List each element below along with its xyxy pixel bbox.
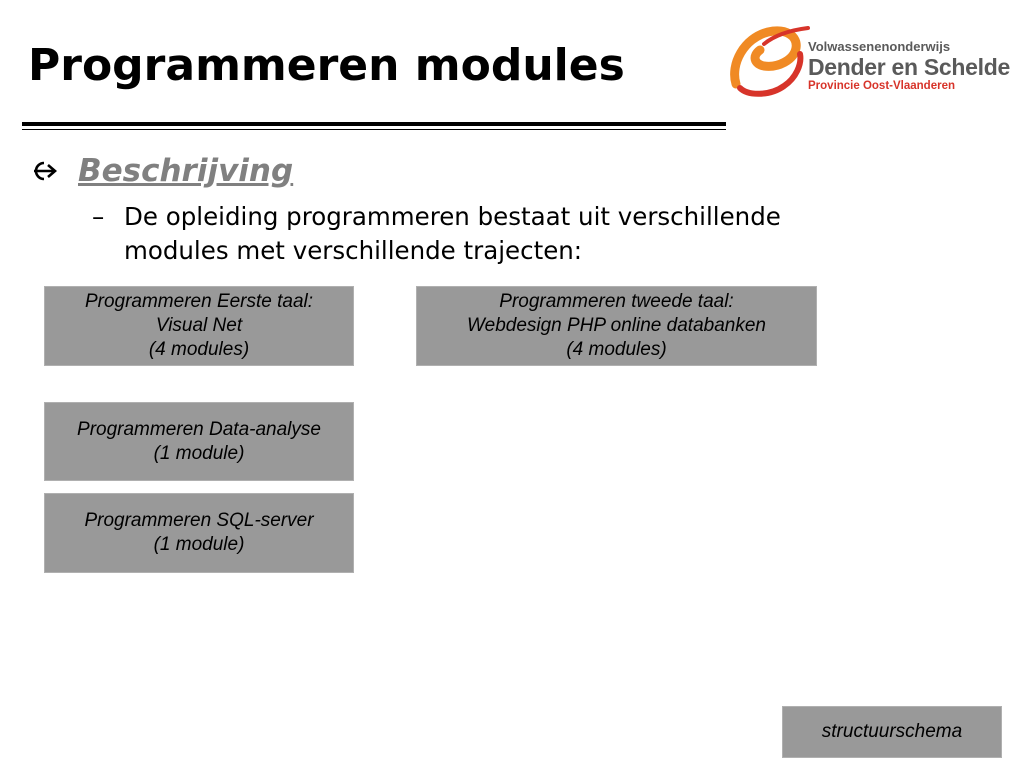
- module-box-line: (4 modules): [566, 339, 667, 360]
- module-box-line: Programmeren SQL-server: [84, 510, 314, 531]
- swoosh-emblem-icon: [726, 24, 810, 100]
- logo-line-2: Dender en Schelde: [808, 54, 1010, 80]
- module-box-line: Programmeren tweede taal:: [499, 291, 734, 312]
- structuurschema-button[interactable]: structuurschema: [782, 706, 1002, 758]
- sub-bullet-marker: –: [92, 202, 105, 231]
- logo-line-1: Volwassenenonderwijs: [808, 39, 951, 54]
- module-box-data-analyse[interactable]: [44, 402, 354, 481]
- arrow-right-circle-icon: [30, 160, 60, 182]
- module-box-line: (1 module): [153, 534, 245, 555]
- module-box-line: Webdesign PHP online databanken: [467, 315, 766, 336]
- module-box-eerste-taal[interactable]: [44, 286, 354, 366]
- module-box-line: Visual Net: [155, 315, 243, 336]
- module-box-line: (4 modules): [148, 339, 250, 360]
- module-box-line: Programmeren Eerste taal:: [84, 291, 314, 312]
- slide-title: Programmeren modules: [28, 40, 625, 91]
- module-box-line: Programmeren Data-analyse: [77, 418, 321, 440]
- sub-bullet-line-2: modules met verschillende trajecten:: [124, 236, 583, 265]
- module-box-sql-server[interactable]: [44, 493, 354, 573]
- module-box-tweede-taal[interactable]: [416, 286, 817, 366]
- module-box-line: (1 module): [153, 442, 245, 464]
- title-divider-thick: [22, 122, 726, 126]
- logo: [726, 24, 1016, 100]
- logo-line-3: Provincie Oost-Vlaanderen: [808, 80, 955, 92]
- section-heading: Beschrijving: [78, 153, 294, 189]
- sub-bullet-line-1: De opleiding programmeren bestaat uit verschillende: [124, 202, 781, 231]
- title-divider-thin: [22, 129, 726, 130]
